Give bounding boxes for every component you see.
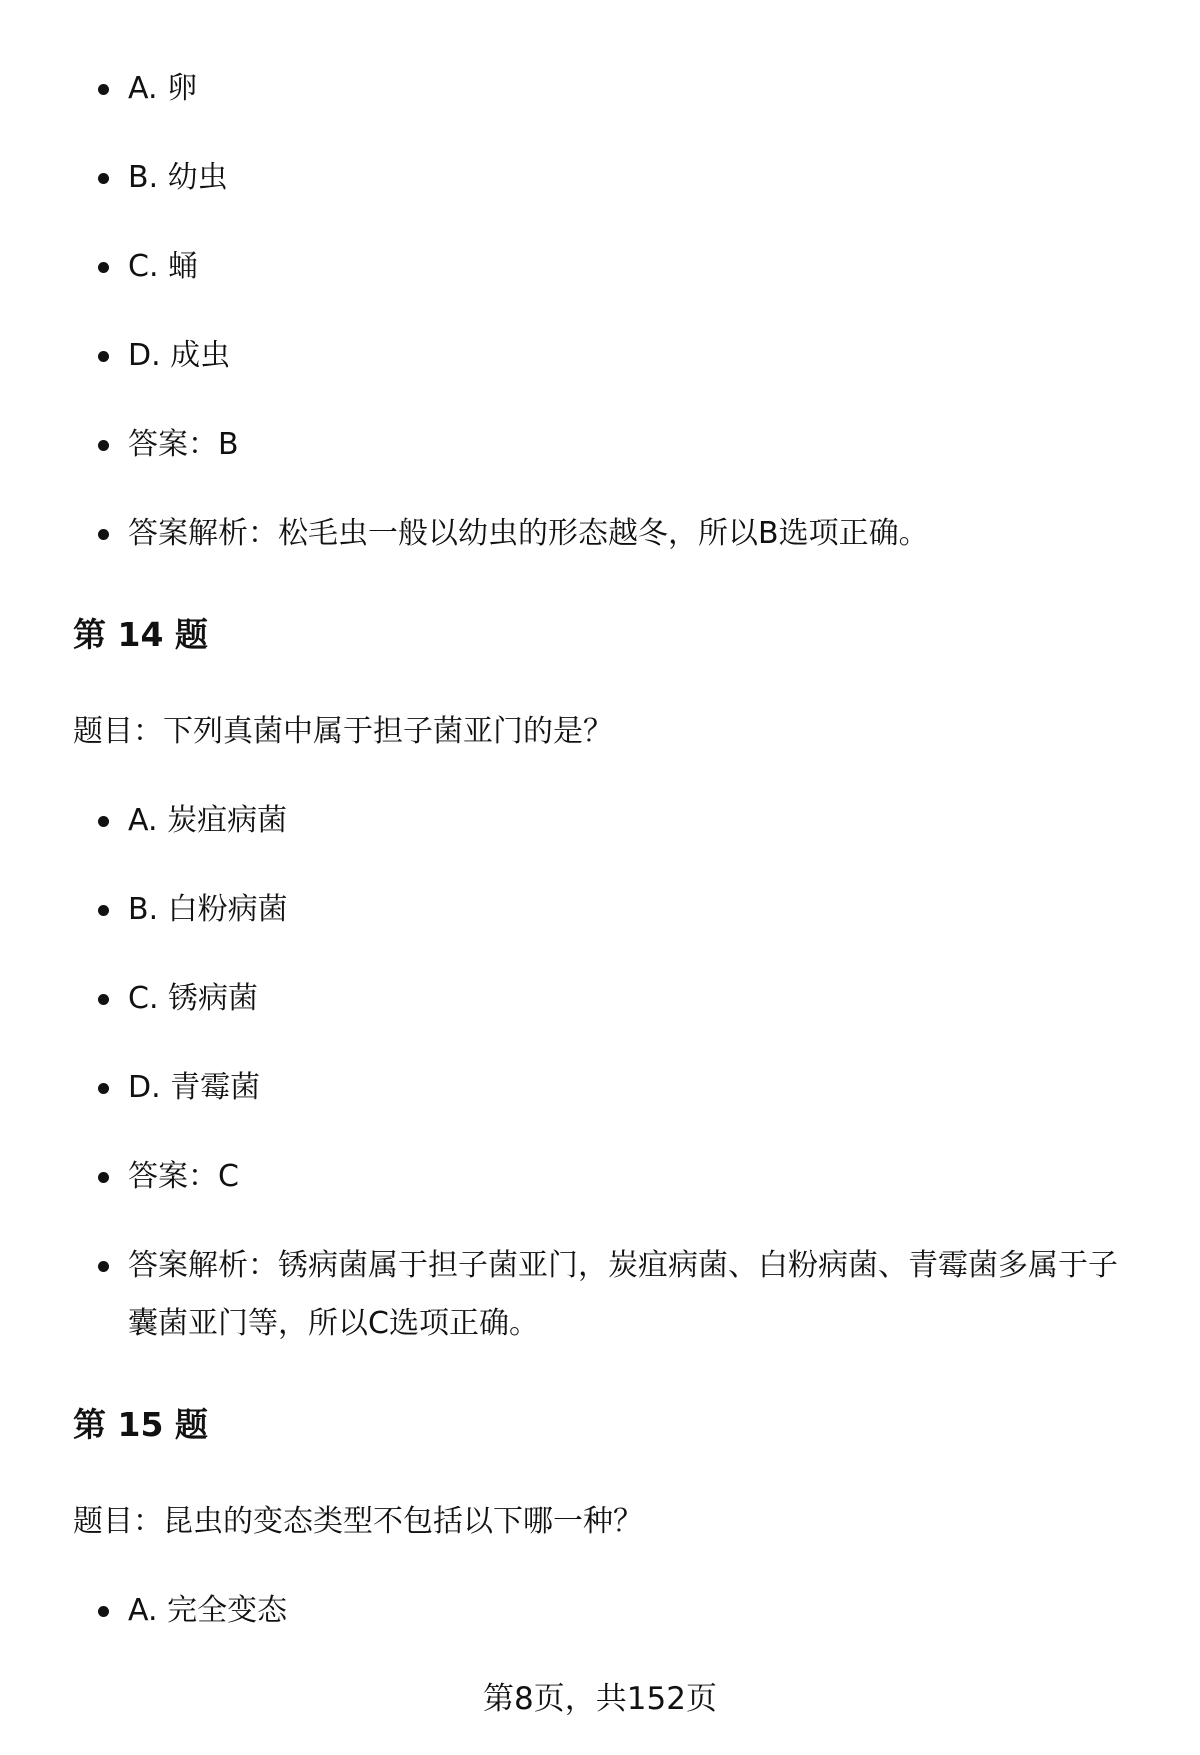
page-indicator: 第8页，共152页 <box>483 1681 717 1717</box>
option-d: D. 青霉菌 <box>128 1070 261 1105</box>
list-bullet <box>98 994 109 1005</box>
option-b: B. 幼虫 <box>128 160 228 195</box>
answer-explanation: 答案解析：锈病菌属于担子菌亚门，炭疽病菌、白粉病菌、青霉菌多属于子囊菌亚门等，所以C选项正确。 <box>128 1248 1118 1341</box>
list-bullet <box>98 1172 109 1183</box>
list-bullet <box>98 1606 109 1617</box>
option-a: A. 炭疽病菌 <box>128 803 288 838</box>
question-text: 题目：昆虫的变态类型不包括以下哪一种？ <box>73 1504 643 1539</box>
option-d: D. 成虫 <box>128 338 231 373</box>
question-heading: 第 14 题 <box>73 615 208 654</box>
option-c: C. 蛹 <box>128 249 199 284</box>
option-b: B. 白粉病菌 <box>128 892 288 927</box>
list-bullet <box>98 173 109 184</box>
answer: 答案：B <box>128 427 239 462</box>
list-bullet <box>98 1083 109 1094</box>
list-bullet <box>98 84 109 95</box>
option-c: C. 锈病菌 <box>128 981 259 1016</box>
list-bullet <box>98 905 109 916</box>
question-text: 题目：下列真菌中属于担子菌亚门的是？ <box>73 714 613 749</box>
list-bullet <box>98 351 109 362</box>
list-bullet <box>98 529 109 540</box>
option-a: A. 完全变态 <box>128 1593 288 1628</box>
option-a: A. 卵 <box>128 71 198 106</box>
question-heading: 第 15 题 <box>73 1405 208 1444</box>
answer-explanation: 答案解析：松毛虫一般以幼虫的形态越冬，所以B选项正确。 <box>128 516 929 551</box>
answer: 答案：C <box>128 1159 239 1194</box>
list-bullet <box>98 262 109 273</box>
list-bullet <box>98 440 109 451</box>
list-bullet <box>98 816 109 827</box>
list-bullet <box>98 1261 109 1272</box>
